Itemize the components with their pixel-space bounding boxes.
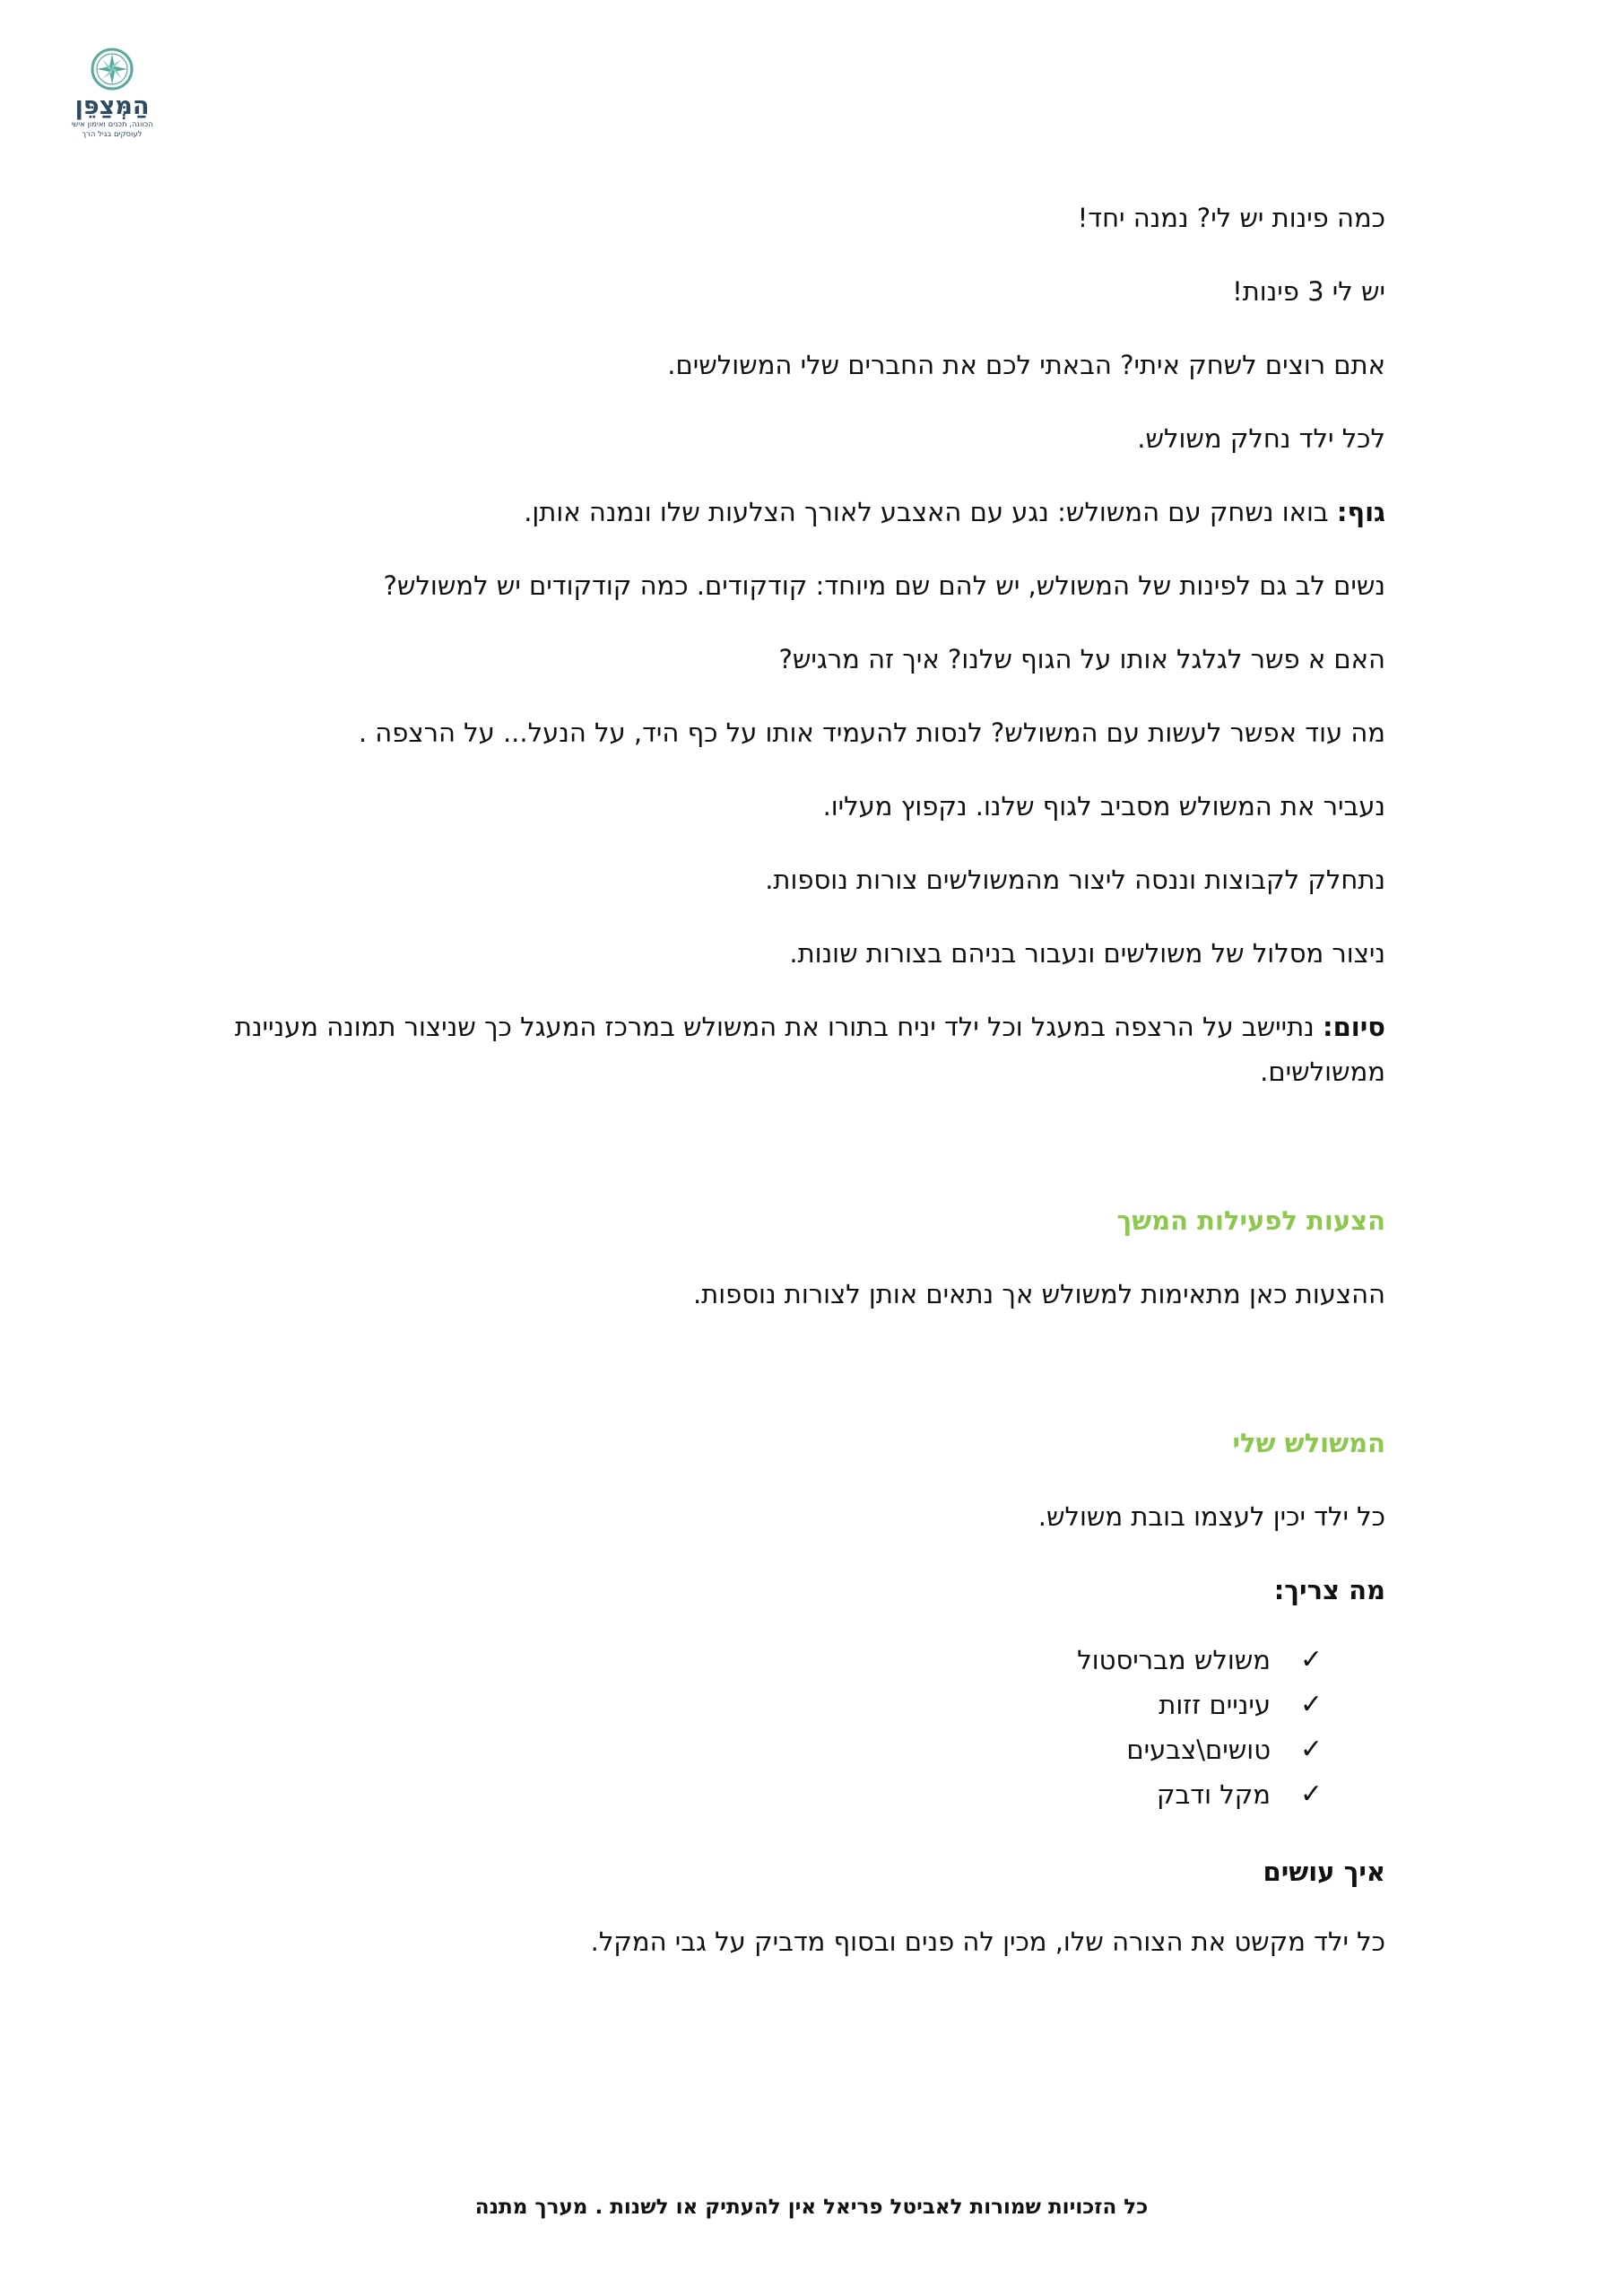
paragraph-10: נתחלק לקבוצות וננסה ליצור מהמשולשים צורות נוספות. (765, 865, 1385, 895)
section-heading-my-triangle: המשולש שלי (1232, 1428, 1385, 1458)
paragraph-4: לכל ילד נחלק משולש. (1137, 423, 1385, 454)
list-item-text: עיניים זזות (1159, 1690, 1271, 1720)
body-label: גוף: (1336, 497, 1385, 527)
list-item (229, 1683, 1323, 1727)
paragraph-7: האם א פשר לגלגל אותו על הגוף שלנו? איך זה מרגיש? (778, 644, 1385, 674)
logo-subtitle-line2: לעוסקים בגיל הרך (82, 130, 143, 139)
paragraph-closing (229, 1004, 1385, 1094)
logo-name: הַמְּצַפֵּן (74, 92, 150, 120)
paragraph-11: ניצור מסלול של משולשים ונעבור בניהם בצורות שונות. (789, 938, 1385, 969)
paragraph-9: נעביר את המשולש מסביב לגוף שלנו. נקפוץ מעליו. (822, 791, 1385, 822)
footer-copyright: כל הזכויות שמורות לאביטל פריאל אין להעתיק או לשנות . מערך מתנה (474, 2196, 1149, 2219)
document-body (229, 196, 1385, 1993)
section-heading-followup: הצעות לפעילות המשך (1116, 1205, 1385, 1236)
paragraph-6: נשים לב גם לפינות של המשולש, יש להם שם מיוחד: קודקודים. כמה קודקודים יש למשולש? (383, 570, 1385, 601)
list-item (229, 1772, 1323, 1817)
checkmark-icon: ✓ (1299, 1779, 1323, 1810)
logo (54, 47, 170, 140)
paragraph-body (229, 490, 1385, 535)
closing-text: נתיישב על הרצפה במעגל וכל ילד יניח בתורו את המשולש במרכז המעגל כך שניצור תמונה מעניינת ממשולשים. (234, 1012, 1385, 1087)
paragraph-2: יש לי 3 פינות! (1232, 276, 1385, 307)
list-item-text: טושים\צבעים (1126, 1735, 1271, 1765)
compass-icon (90, 47, 135, 91)
paragraph-8: מה עוד אפשר לעשות עם המשולש? לנסות להעמיד אותו על כף היד, על הנעל... על הרצפה . (358, 718, 1385, 748)
checkmark-icon: ✓ (1299, 1734, 1323, 1765)
list-item (229, 1727, 1323, 1772)
paragraph-1: כמה פינות יש לי? נמנה יחד! (1077, 203, 1385, 233)
checkmark-icon: ✓ (1299, 1689, 1323, 1720)
needs-label: מה צריך: (1273, 1575, 1385, 1605)
how-text: כל ילד מקשט את הצורה שלו, מכין לה פנים ובסוף מדביק על גבי המקל. (590, 1926, 1385, 1957)
list-item (229, 1638, 1323, 1683)
how-label: איך עושים (1263, 1857, 1385, 1887)
paragraph-3: אתם רוצים לשחק איתי? הבאתי לכם את החברים שלי המשולשים. (667, 350, 1385, 380)
checkmark-icon: ✓ (1299, 1644, 1323, 1675)
body-text: בואו נשחק עם המשולש: נגע עם האצבע לאורך הצלעות שלו ונמנה אותן. (524, 497, 1337, 527)
materials-list (229, 1638, 1385, 1817)
list-item-text: מקל ודבק (1156, 1779, 1271, 1810)
closing-label: סיום: (1323, 1012, 1385, 1042)
my-triangle-text: כל ילד יכין לעצמו בובת משולש. (1037, 1501, 1385, 1532)
list-item-text: משולש מבריסטול (1077, 1645, 1271, 1675)
followup-text: ההצעות כאן מתאימות למשולש אך נתאים אותן לצורות נוספות. (692, 1279, 1385, 1309)
logo-subtitle-line1: הכוונה, תכנים ואימון אישי (71, 120, 153, 129)
